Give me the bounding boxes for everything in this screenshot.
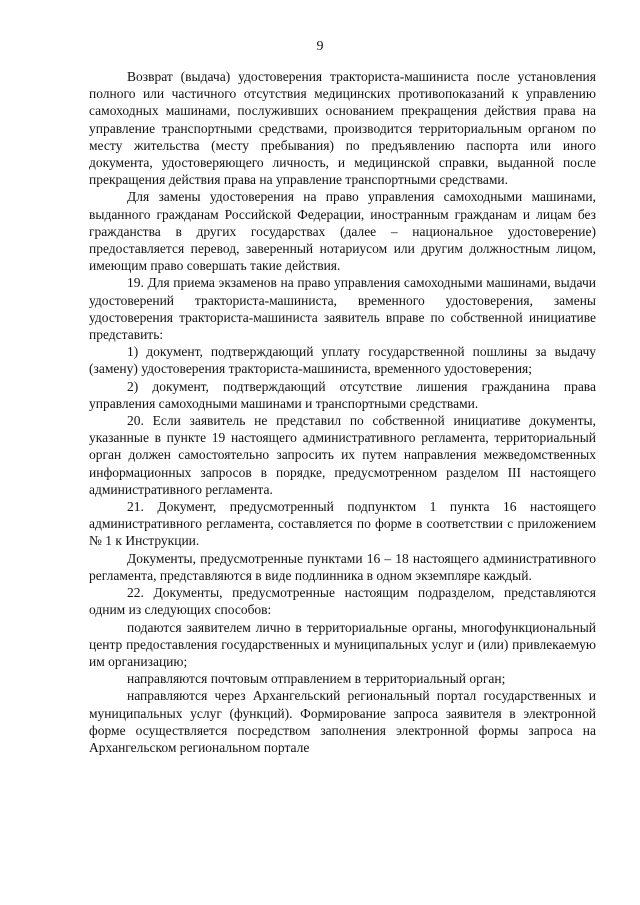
paragraph: 2) документ, подтверждающий отсутствие лишения гражданина права управления самоходными машинами и транспортными средствами. [89,378,596,411]
document-body [89,68,596,756]
paragraph: 1) документ, подтверждающий уплату государственной пошлины за выдачу (замену) удостоверения тракториста-машиниста, временного удостоверения; [89,344,596,377]
paragraph: направляются почтовым отправлением в территориальный орган; [127,671,506,687]
paragraph: подаются заявителем лично в территориальные органы, многофункциональный центр предоставления государственных и муниципальных услуг и (или) привлекаемую им организацию; [89,619,596,669]
paragraph: Для замены удостоверения на право управления самоходными машинами, выданного гражданам Российской Федерации, иностранным гражданам и лицам без гражданства в других государствах (далее – национальное удостоверение) предоставляется перевод, заверенный нотариусом или другим должностным лицом, имеющим право совершать такие действия. [89,189,596,274]
paragraph: Документы, предусмотренные пунктами 16 – 18 настоящего административного регламента, представляются в виде подлинника в одном экземпляре каждый. [89,550,596,583]
paragraph: 19. Для приема экзаменов на право управления самоходными машинами, выдачи удостоверений тракториста-машиниста, временного удостоверения, замены удостоверения тракториста-машиниста заявитель вправе по собственной инициативе представить: [89,275,596,343]
paragraph: 21. Документ, предусмотренный подпунктом 1 пункта 16 настоящего административного регламента, составляется по форме в соответствии с приложением № 1 к Инструкции. [89,499,596,549]
page-number: 9 [316,39,324,54]
paragraph: Возврат (выдача) удостоверения тракториста-машиниста после установления полного или частичного отсутствия медицинских противопоказаний к управлению самоходных машинами, послуживших основанием прекращения действия права на управление транспортными средствами, производится территориальным органом по месту жительства (месту пребывания) по предъявлению паспорта или иного документа, удостоверяющего личность, и медицинской справки, выданной после прекращения действия права на управление транспортными средствами. [89,69,596,188]
paragraph: 22. Документы, предусмотренные настоящим подразделом, представляются одним из следующих способов: [89,585,596,618]
paragraph: 20. Если заявитель не представил по собственной инициативе документы, указанные в пункте 19 настоящего административного регламента, территориальный орган должен самостоятельно запросить их путем направления межведомственных информационных запросов в порядке, предусмотренном разделом III настоящего административного регламента. [89,413,596,497]
paragraph: направляются через Архангельский региональный портал государственных и муниципальных услуг (функций). Формирование запроса заявителя в электронной форме осуществляется посредством заполнения электронной формы запроса на Архангельском региональном портале [89,688,596,755]
